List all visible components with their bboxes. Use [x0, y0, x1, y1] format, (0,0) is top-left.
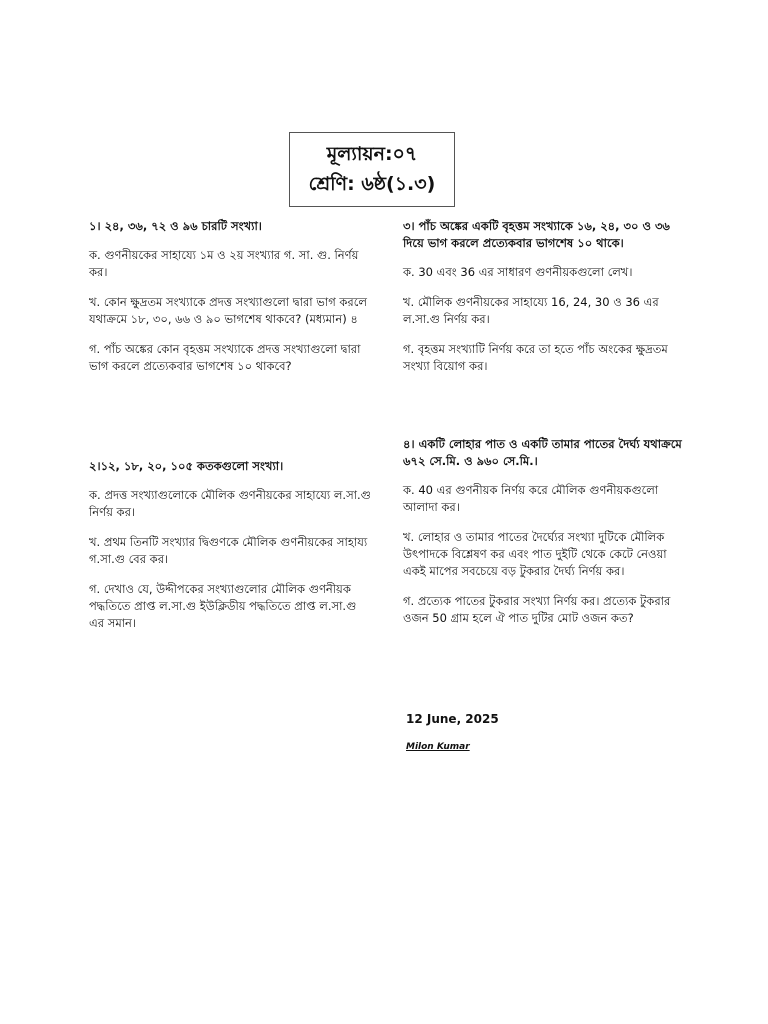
question-2-part-kha: খ. প্রথম তিনটি সংখ্যার দ্বিগুণকে মৌলিক গুণনীয়কের সাহায্য গ.সা.গু বের কর।: [89, 535, 368, 566]
question-3-heading: ৩। পাঁচ অঙ্কের একটি বৃহত্তম সংখ্যাকে ১৬, ২৪, ৩০ ও ৩৬ দিয়ে ভাগ করলে প্রত্যেকবার ভাগশেষ ১০ থাকে।: [403, 219, 670, 250]
question-4-part-ga: গ. প্রত্যেক পাতের টুকরার সংখ্যা নির্ণয় কর। প্রত্যেক টুকরার ওজন 50 গ্রাম হলে ঐ পাত দুটির মোট ওজন কত?: [403, 594, 671, 625]
question-3: [403, 218, 683, 388]
question-2-part-ka: ক. প্রদত্ত সংখ্যাগুলোকে মৌলিক গুণনীয়কের সাহায্যে ল.সা.গু নির্ণয় কর।: [89, 488, 371, 519]
question-4-heading: ৪। একটি লোহার পাত ও একটি তামার পাতের দৈর্ঘ্য যথাক্রমে ৬৭২ সে.মি. ও ৯৬০ সে.মি.।: [403, 437, 682, 468]
class-label: শ্রেণি: ৬ষ্ঠ(১.৩): [308, 173, 436, 195]
question-4: [403, 436, 683, 640]
title-box: [289, 132, 455, 207]
question-1-part-ka: ক. গুণনীয়কের সাহায্যে ১ম ও ২য় সংখ্যার গ. সা. গু. নির্ণয় কর।: [89, 248, 359, 279]
date: 12 June, 2025: [406, 712, 499, 726]
question-3-part-ka: ক. 30 এবং 36 এর সাধারণ গুণনীয়কগুলো লেখ।: [403, 265, 633, 279]
question-1: [89, 218, 371, 388]
question-2-part-ga: গ. দেখাও যে, উদ্দীপকের সংখ্যাগুলোর মৌলিক গুণনীয়ক পদ্ধতিতে প্রাপ্ত ল.সা.গু ইউক্লিডীয় পদ্ধতিতে প্রাপ্ত ল.সা.গু এর সমান।: [89, 582, 357, 630]
page-title: মূল্যায়ন:০৭: [326, 143, 418, 165]
question-1-heading: ১। ২৪, ৩৬, ৭২ ও ৯৬ চারটি সংখ্যা।: [89, 219, 262, 233]
question-3-part-ga: গ. বৃহত্তম সংখ্যাটি নির্ণয় করে তা হতে পাঁচ অংকের ক্ষুদ্রতম সংখ্যা বিয়োগ কর।: [403, 342, 668, 373]
question-2-heading: ২।১২, ১৮, ২০, ১০৫ কতকগুলো সংখ্যা।: [89, 459, 284, 473]
question-1-part-ga: গ. পাঁচ অঙ্কের কোন বৃহত্তম সংখ্যাকে প্রদত্ত সংখ্যাগুলো দ্বারা ভাগ করলে প্রত্যেকবার ভাগশেষ ১০ থাকবে?: [89, 342, 361, 373]
question-1-part-kha: খ. কোন ক্ষুদ্রতম সংখ্যাকে প্রদত্ত সংখ্যাগুলো দ্বারা ভাগ করলে যথাক্রমে ১৮, ৩০, ৬৬ ও ৯০ ভাগশেষ থাকবে? (মধ্যমান) ৪: [89, 295, 367, 326]
question-4-part-ka: ক. 40 এর গুণনীয়ক নির্ণয় করে মৌলিক গুণনীয়কগুলো আলাদা কর।: [403, 483, 659, 514]
author-name: Milon Kumar: [406, 742, 470, 752]
question-4-part-kha: খ. লোহার ও তামার পাতের দৈর্ঘ্যের সংখ্যা দুটিকে মৌলিক উৎপাদকে বিশ্লেষণ কর এবং পাত দুইটি থেকে কেটে নেওয়া একই মাপের সবচেয়ে বড় টুকরার দৈর্ঘ্য নির্ণয় কর।: [403, 530, 667, 578]
question-3-part-kha: খ. মৌলিক গুণনীয়কের সাহায্যে 16, 24, 30 ও 36 এর ল.সা.গু নির্ণয় কর।: [403, 295, 659, 326]
question-2: [89, 458, 371, 645]
